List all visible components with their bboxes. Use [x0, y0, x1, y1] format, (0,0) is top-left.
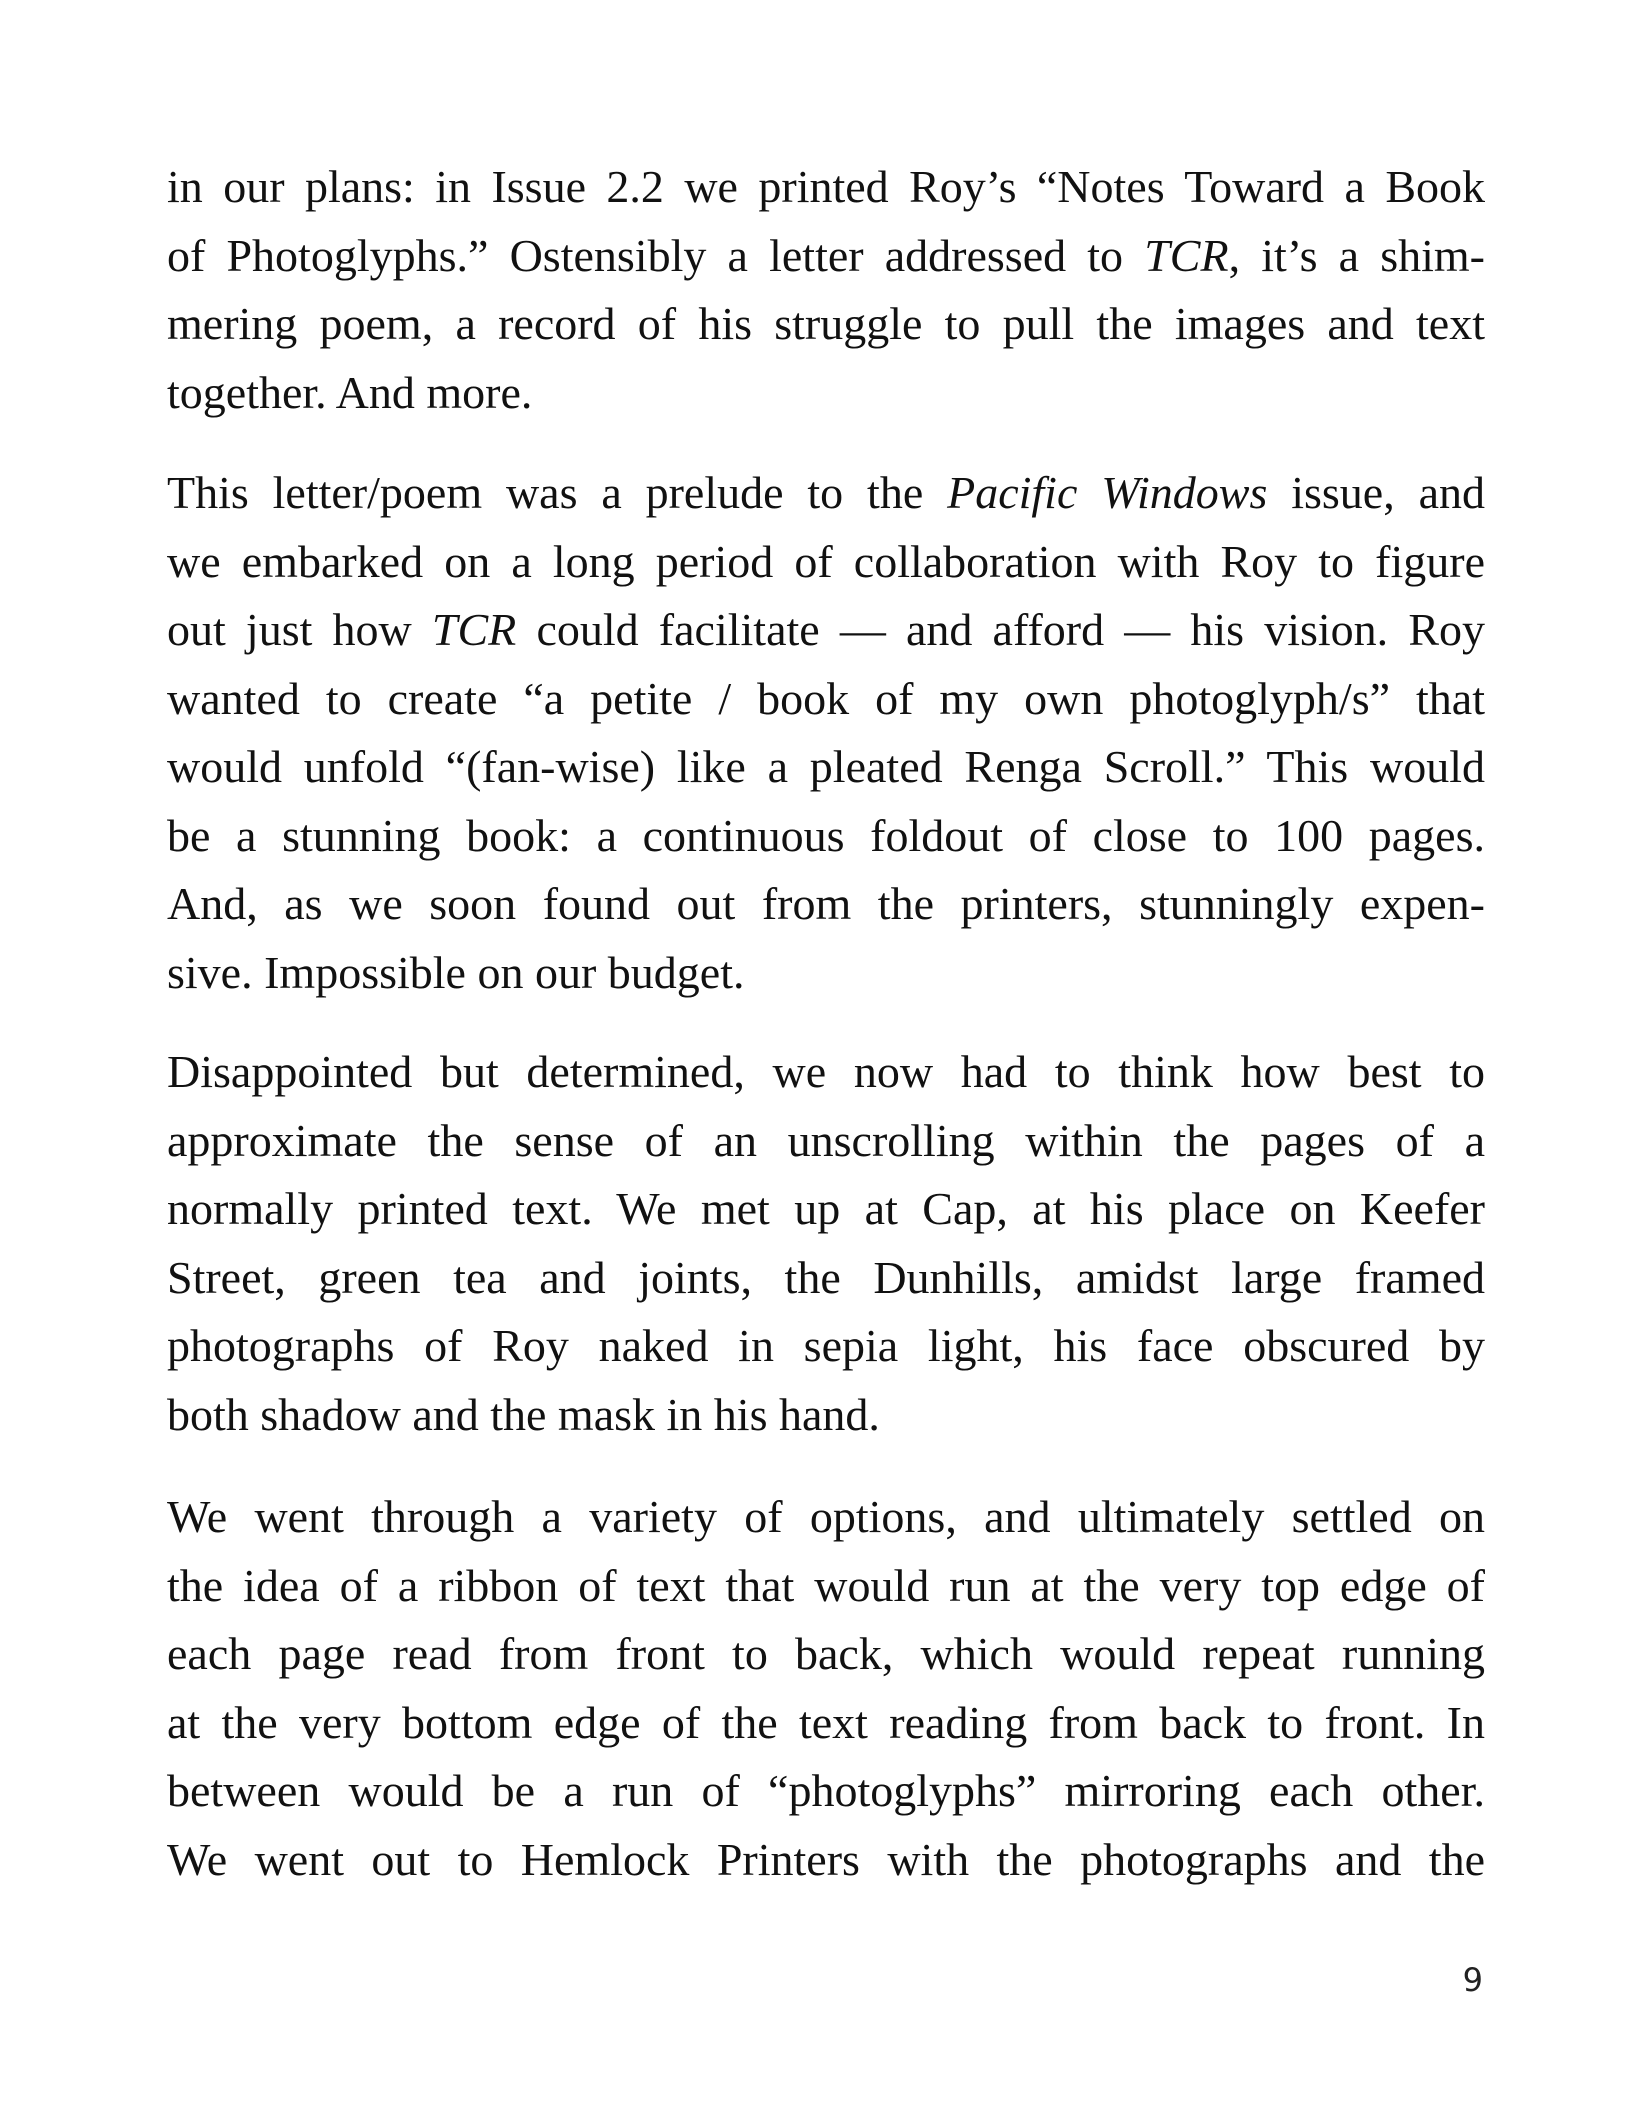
text-line: [167, 596, 1485, 665]
text-line: [167, 733, 1485, 802]
text-segment: issue, and: [1267, 467, 1485, 518]
text-line: [167, 1312, 1485, 1381]
text-segment: would unfold “(fan-wise) like a pleated Renga Scroll.” This would: [167, 741, 1485, 792]
text-line: [167, 222, 1485, 291]
italic-text: TCR: [431, 604, 517, 655]
text-line: [167, 1038, 1485, 1107]
text-segment: sive. Impossible on our budget.: [167, 946, 745, 998]
text-line: [167, 459, 1485, 528]
text-segment: And, as we soon found out from the printers, stunningly expen-: [167, 878, 1485, 929]
italic-text: Pacific Windows: [947, 467, 1268, 518]
text-segment: each page read from front to back, which would repeat running: [167, 1628, 1485, 1679]
text-segment: in our plans: in Issue 2.2 we printed Roy’s “Notes Toward a Book: [167, 161, 1485, 212]
text-line: [167, 359, 1485, 428]
text-segment: wanted to create “a petite / book of my own photoglyph/s” that: [167, 672, 1485, 724]
text-line: [167, 528, 1485, 597]
text-segment: We went through a variety of options, and ultimately settled on: [167, 1491, 1485, 1542]
text-segment: be a stunning book: a continuous foldout of close to 100 pages.: [167, 809, 1485, 861]
text-line: [167, 802, 1485, 871]
text-segment: photographs of Roy naked in sepia light, his face obscured by: [167, 1320, 1485, 1371]
paragraph: [167, 459, 1485, 1007]
italic-text: TCR: [1144, 229, 1229, 281]
text-line: [167, 1620, 1485, 1689]
text-segment: the idea of a ribbon of text that would run at the very top edge of: [167, 1559, 1485, 1611]
paragraph: [167, 1483, 1485, 1894]
text-segment: between would be a run of “photoglyphs” mirroring each other.: [167, 1765, 1485, 1816]
text-segment: of Photoglyphs.” Ostensibly a letter addressed to: [167, 229, 1145, 281]
text-segment: could facilitate — and afford — his vision. Roy: [516, 604, 1486, 655]
text-line: [167, 290, 1485, 359]
text-segment: both shadow and the mask in his hand.: [167, 1388, 880, 1440]
text-segment: out just how: [167, 604, 432, 655]
text-segment: Street, green tea and joints, the Dunhills, amidst large framed: [167, 1251, 1485, 1303]
text-segment: Disappointed but determined, we now had to think how best to: [167, 1046, 1485, 1097]
text-segment: approximate the sense of an unscrolling within the pages of a: [167, 1114, 1485, 1166]
text-line: [167, 153, 1485, 222]
paragraph: [167, 1038, 1485, 1449]
text-line: [167, 939, 1485, 1008]
text-line: [167, 1483, 1485, 1552]
text-segment: This letter/poem was a prelude to the: [167, 467, 948, 518]
text-line: [167, 1826, 1485, 1895]
text-line: [167, 1381, 1485, 1450]
text-line: [167, 1689, 1485, 1758]
text-segment: normally printed text. We met up at Cap, at his place on Keefer: [167, 1183, 1485, 1234]
text-segment: together. And more.: [167, 366, 533, 418]
text-line: [167, 1244, 1485, 1313]
text-line: [167, 870, 1485, 939]
text-line: [167, 1552, 1485, 1621]
text-segment: We went out to Hemlock Printers with the photographs and the: [167, 1833, 1485, 1885]
text-segment: mering poem, a record of his struggle to pull the images and text: [167, 298, 1485, 349]
text-line: [167, 665, 1485, 734]
text-segment: we embarked on a long period of collaboration with Roy to figure: [167, 535, 1485, 587]
text-line: [167, 1107, 1485, 1176]
paragraph: [167, 153, 1485, 427]
text-line: [167, 1757, 1485, 1826]
page-number: 9: [1462, 1961, 1483, 1999]
text-line: [167, 1175, 1485, 1244]
text-segment: at the very bottom edge of the text reading from back to front. In: [167, 1696, 1485, 1748]
text-segment: , it’s a shim-: [1228, 229, 1485, 281]
